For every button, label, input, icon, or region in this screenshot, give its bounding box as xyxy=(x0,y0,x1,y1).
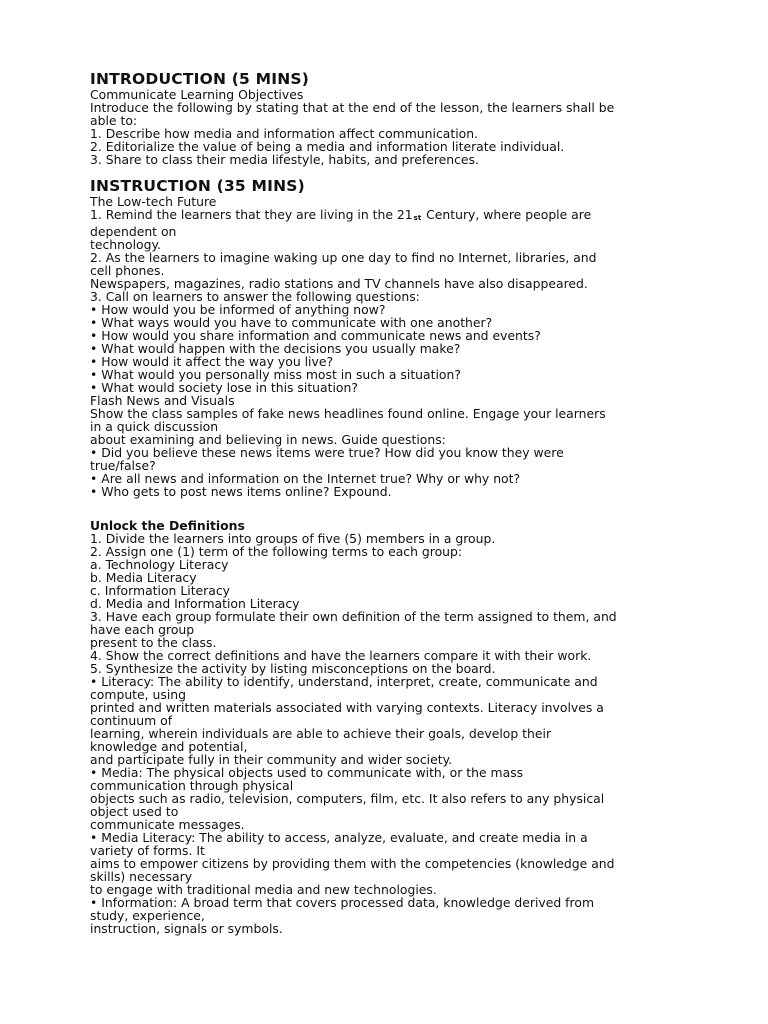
bullet-item: • What ways would you have to communicate with one another? xyxy=(90,315,493,330)
bullet-item: • What would you personally miss most in such a situation? xyxy=(90,367,461,382)
text-line: knowledge and potential, xyxy=(90,739,248,754)
text-line: objects such as radio, television, computers, film, etc. It also refers to any physical xyxy=(90,791,605,806)
bullet-item: • Are all news and information on the Internet true? Why or why not? xyxy=(90,471,521,486)
text-line-with-subscript xyxy=(90,208,690,225)
text-line: b. Media Literacy xyxy=(90,570,197,585)
text-line: dependent on xyxy=(90,224,177,239)
bullet-item: • How would it affect the way you live? xyxy=(90,354,334,369)
text-line: 3. Call on learners to answer the following questions: xyxy=(90,289,420,304)
text-line: communicate messages. xyxy=(90,817,245,832)
text-line: d. Media and Information Literacy xyxy=(90,596,300,611)
text-line: instruction, signals or symbols. xyxy=(90,921,283,936)
text-line: aims to empower citizens by providing them with the competencies (knowledge and xyxy=(90,856,615,871)
text-line: able to: xyxy=(90,113,138,128)
text-line: 3. Have each group formulate their own definition of the term assigned to them, and xyxy=(90,609,617,624)
introduction-heading: INTRODUCTION (5 MINS) xyxy=(90,70,310,88)
text-line: 2. Editorialize the value of being a media and information literate individual. xyxy=(90,139,565,154)
text-line: present to the class. xyxy=(90,635,217,650)
introduction-body xyxy=(90,88,690,166)
bullet-item: • Media Literacy: The ability to access, analyze, evaluate, and create media in a xyxy=(90,830,588,845)
bullet-item: • What would society lose in this situation? xyxy=(90,380,358,395)
text-line: 2. Assign one (1) term of the following terms to each group: xyxy=(90,544,463,559)
text-line: about examining and believing in news. Guide questions: xyxy=(90,432,446,447)
bullet-item: • Information: A broad term that covers processed data, knowledge derived from xyxy=(90,895,595,910)
text-line: and participate fully in their community and wider society. xyxy=(90,752,453,767)
text-line: printed and written materials associated with varying contexts. Literacy involves a xyxy=(90,700,604,715)
text-line: skills) necessary xyxy=(90,869,193,884)
text-line: 4. Show the correct definitions and have the learners compare it with their work. xyxy=(90,648,592,663)
document-page xyxy=(90,70,690,935)
text-line: 1. Divide the learners into groups of five (5) members in a group. xyxy=(90,531,496,546)
text-line: 2. As the learners to imagine waking up one day to find no Internet, libraries, and xyxy=(90,250,597,265)
text-line: 5. Synthesize the activity by listing misconceptions on the board. xyxy=(90,661,496,676)
text-line: Newspapers, magazines, radio stations and TV channels have also disappeared. xyxy=(90,276,588,291)
text-line: c. Information Literacy xyxy=(90,583,231,598)
text-line: a. Technology Literacy xyxy=(90,557,229,572)
text-line: Flash News and Visuals xyxy=(90,393,235,408)
text-line: compute, using xyxy=(90,687,187,702)
instruction-heading: INSTRUCTION (35 MINS) xyxy=(90,177,305,195)
bullet-item: • What would happen with the decisions you usually make? xyxy=(90,341,461,356)
text-line: variety of forms. It xyxy=(90,843,205,858)
text-line: learning, wherein individuals are able to achieve their goals, develop their xyxy=(90,726,552,741)
text-line: cell phones. xyxy=(90,263,165,278)
text-line: Introduce the following by stating that at the end of the lesson, the learners shall be xyxy=(90,100,615,115)
instruction-body xyxy=(90,195,690,498)
text-fragment: 1. Remind the learners that they are living in the 21 xyxy=(90,207,413,222)
text-line: The Low-tech Future xyxy=(90,194,217,209)
text-line: communication through physical xyxy=(90,778,294,793)
text-line: have each group xyxy=(90,622,195,637)
text-line: continuum of xyxy=(90,713,173,728)
text-line: true/false? xyxy=(90,458,156,473)
text-line: study, experience, xyxy=(90,908,205,923)
text-fragment: Century, where people are xyxy=(422,207,592,222)
bullet-item: • How would you be informed of anything now? xyxy=(90,302,386,317)
definitions-heading: Unlock the Definitions xyxy=(90,518,245,533)
text-line: Communicate Learning Objectives xyxy=(90,87,304,102)
text-line: Show the class samples of fake news headlines found online. Engage your learners xyxy=(90,406,606,421)
text-line: to engage with traditional media and new technologies. xyxy=(90,882,437,897)
text-line: 3. Share to class their media lifestyle, habits, and preferences. xyxy=(90,152,479,167)
subscript: st xyxy=(413,214,422,222)
text-line: object used to xyxy=(90,804,179,819)
definitions-body xyxy=(90,532,690,935)
bullet-item: • Did you believe these news items were true? How did you know they were xyxy=(90,445,564,460)
text-line: technology. xyxy=(90,237,161,252)
bullet-item: • How would you share information and communicate news and events? xyxy=(90,328,541,343)
text-line: 1. Describe how media and information affect communication. xyxy=(90,126,479,141)
bullet-item: • Who gets to post news items online? Expound. xyxy=(90,484,392,499)
text-line: in a quick discussion xyxy=(90,419,219,434)
bullet-item: • Media: The physical objects used to communicate with, or the mass xyxy=(90,765,524,780)
bullet-item: • Literacy: The ability to identify, understand, interpret, create, communicate and xyxy=(90,674,598,689)
